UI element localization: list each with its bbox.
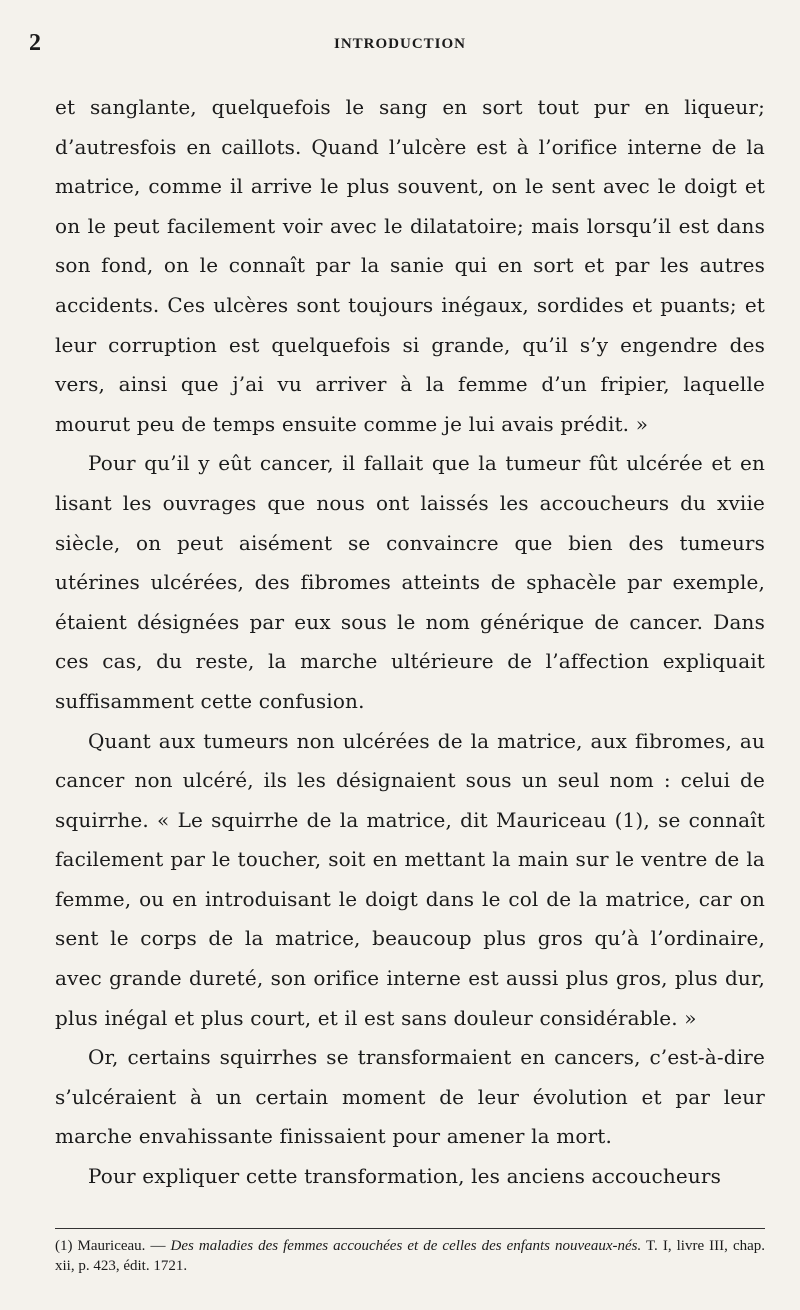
paragraph: Pour qu’il y eût cancer, il fallait que la tumeur fût ulcérée et en lisant les ouvrages que nous ont laissés les accoucheurs du xviie siècle, on peut aisément se convaincre que bien des tumeurs utérines ulcérées, des fibromes atteints de sphacèle par exemple, étaient désignées par eux sous le nom générique de cancer. Dans ces cas, du reste, la marche ultérieure de l’affection expliquait suffisamment cette confusion.: [55, 451, 765, 713]
footnote: [55, 1236, 765, 1276]
page-number: 2: [29, 30, 41, 56]
running-title: INTRODUCTION: [333, 36, 466, 52]
footnote-divider: [55, 1228, 765, 1229]
footnote-author: (1) Mauriceau. —: [55, 1238, 171, 1254]
footnote-title: Des maladies des femmes accouchées et de celles des enfants nouveaux-nés.: [170, 1238, 642, 1254]
footnote-reference: T. I, livre III, chap. xii, p. 423, édit. 1721.: [55, 1238, 766, 1274]
paragraph: Quant aux tumeurs non ulcérées de la matrice, aux fibromes, au cancer non ulcéré, ils les désignaient sous un seul nom : celui de squirrhe. « Le squirrhe de la matrice, dit Mauriceau (1), se connaît facilement par le toucher, soit en mettant la main sur le ventre de la femme, ou en introduisant le doigt dans le col de la matrice, car on sent le corps de la matrice, beaucoup plus gros qu’à l’ordinaire, avec grande dureté, son orifice interne est aussi plus gros, plus dur, plus inégal et plus court, et il est sans douleur considérable. »: [55, 728, 765, 1030]
paragraph: Pour expliquer cette transformation, les anciens accoucheurs: [88, 1164, 722, 1189]
paragraph-continued: et sanglante, quelquefois le sang en sort tout pur en liqueur; d’autresfois en caillots. Quand l’ulcère est à l’orifice interne de la matrice, comme il arrive le plus souvent, on le sent avec le doigt et on le peut facilement voir avec le dilatatoire; mais lorsqu’il est dans son fond, on le connaît par la sanie qui en sort et par les autres accidents. Ces ulcères sont toujours inégaux, sordides et puants; et leur corruption est quelquefois si grande, qu’il s’y engendre des vers, ainsi que j’ai vu arriver à la femme d’un fripier, laquelle mourut peu de temps ensuite comme je lui avais prédit. »: [55, 95, 765, 436]
paragraph: Or, certains squirrhes se transformaient en cancers, c’est-à-dire s’ulcéraient à un certain moment de leur évolution et par leur marche envahissante finissaient pour amener la mort.: [55, 1045, 765, 1149]
body-text: [55, 88, 765, 1197]
